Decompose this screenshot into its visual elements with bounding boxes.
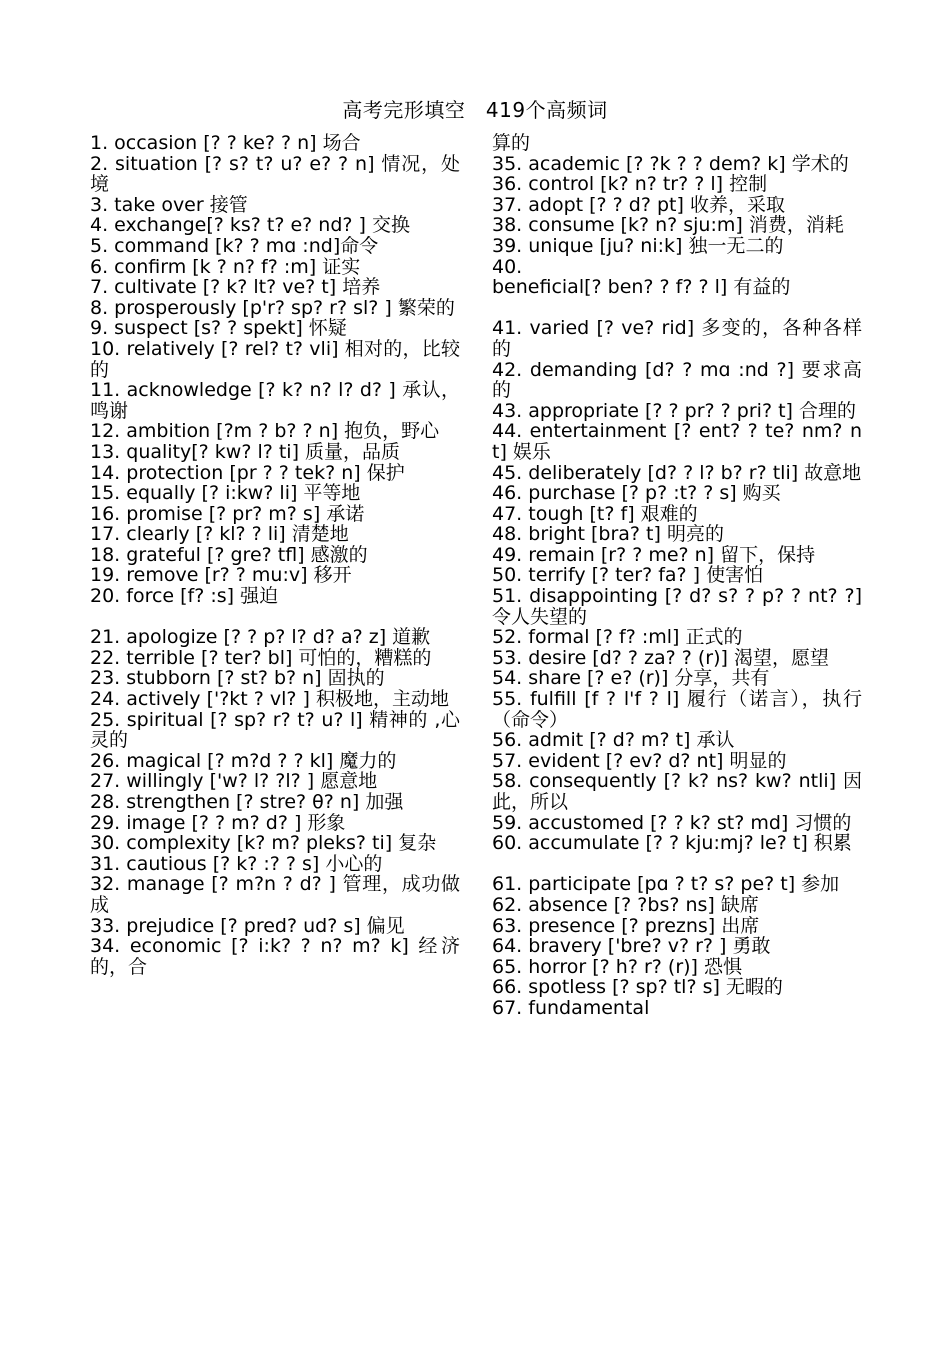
vocab-entry: 38. consume [k? n? sju:m] 消费，消耗 xyxy=(492,214,844,237)
vocab-entry: 23. stubborn [? st? b? n] 固执的 xyxy=(90,667,385,690)
vocab-entry: 17. clearly [? kl? ? li] 清楚地 xyxy=(90,523,349,546)
vocab-entry: 4. exchange[? ks? t? e? nd? ] 交换 xyxy=(90,214,410,237)
vocab-entry: 18. grateful [? gre? tfl] 感激的 xyxy=(90,543,368,566)
vocab-entry: 5. command [k? ? mɑ :nd]命令 xyxy=(90,234,379,257)
vocab-entry: 37. adopt [? ? d? pt] 收养，采取 xyxy=(492,193,785,216)
vocab-entry: 66. spotless [? sp? tl? s] 无暇的 xyxy=(492,976,783,999)
vocab-entry: 27. willingly ['w? l? ?l? ] 愿意地 xyxy=(90,770,378,793)
vocab-entry: 44. entertainment [? ent? ? te? nm? nt] 娱乐 xyxy=(492,420,862,463)
vocab-entry: 58. consequently [? k? ns? kw? ntli] 因此，所以 xyxy=(492,770,862,813)
vocab-entry: 67. fundamental xyxy=(492,996,650,1019)
vocab-entry: 61. participate [pɑ ? t? s? pe? t] 参加 xyxy=(492,873,840,896)
vocab-entry: 3. take over 接管 xyxy=(90,193,248,216)
vocab-entry: 12. ambition [?m ? b? ? n] 抱负，野心 xyxy=(90,420,440,443)
vocab-entry: 35. academic [? ?k ? ? dem? k] 学术的 xyxy=(492,152,849,175)
vocab-entry: 25. spiritual [? sp? r? t? u? l] 精神的 ,心灵的 xyxy=(90,708,460,752)
vocab-entry: 47. tough [t? f] 艰难的 xyxy=(492,502,698,525)
vocab-entry: 1. occasion [? ? ke? ? n] 场合 xyxy=(90,132,361,154)
vocab-entry: 40. xyxy=(492,255,523,278)
vocab-entry: 21. apologize [? ? p? l? d? a? z] 道歉 xyxy=(90,626,431,649)
vocab-entry: 56. admit [? d? m? t] 承认 xyxy=(492,729,735,752)
vocab-entry: 36. control [k? n? tr? ? l] 控制 xyxy=(492,173,768,196)
vocab-entry: 60. accumulate [? ? kju:mj? le? t] 积累 xyxy=(492,832,852,855)
vocab-entry: 33. prejudice [? pred? ud? s] 偏见 xyxy=(90,914,405,937)
vocab-entry: 45. deliberately [d? ? l? b? r? tli] 故意地 xyxy=(492,461,862,484)
vocab-entry: 59. accustomed [? ? k? st? md] 习惯的 xyxy=(492,811,852,834)
vocab-entry: 算的 xyxy=(492,132,531,154)
vocab-entry: 9. suspect [s? ? spekt] 怀疑 xyxy=(90,317,347,340)
vocab-entry: 19. remove [r? ? mu:v] 移开 xyxy=(90,564,352,587)
document-title: 高考完形填空 419个高频词 xyxy=(342,98,608,122)
vocab-entry: 62. absence [? ?bs? ns] 缺席 xyxy=(492,893,759,916)
vocab-entry: 31. cautious [? k? :? ? s] 小心的 xyxy=(90,852,383,875)
vocab-entry: 29. image [? ? m? d? ] 形象 xyxy=(90,811,346,834)
vocab-entry: 30. complexity [k? m? pleks? ti] 复杂 xyxy=(90,832,437,855)
vocab-entry: 14. protection [pr ? ? tek? n] 保护 xyxy=(90,461,405,484)
vocab-entry: 42. demanding [d? ? mɑ :nd ?] 要求高的 xyxy=(492,358,862,402)
vocab-entry: 48. bright [bra? t] 明亮的 xyxy=(492,523,724,546)
entry-gap xyxy=(492,298,862,319)
vocab-entry: 20. force [f? :s] 强迫 xyxy=(90,585,279,608)
vocab-entry: 65. horror [? h? r? (r)] 恐惧 xyxy=(492,955,742,978)
vocab-entry: 46. purchase [? p? :t? ? s] 购买 xyxy=(492,482,781,505)
vocab-entry: 11. acknowledge [? k? n? l? d? ] 承认，鸣谢 xyxy=(90,379,460,422)
vocab-entry: 39. unique [ju? ni:k] 独一无二的 xyxy=(492,234,784,257)
vocab-entry: 41. varied [? ve? rid] 多变的，各种各样的 xyxy=(492,317,862,360)
vocab-entry: 32. manage [? m?n ? d? ] 管理，成功做成 xyxy=(90,873,460,916)
vocab-entry: 55. fulfill [f ? l'f ? l] 履行（诺言），执行（命令） xyxy=(492,688,862,731)
vocab-entry: beneficial[? ben? ? f? ? l] 有益的 xyxy=(492,276,791,299)
vocab-entry: 16. promise [? pr? m? s] 承诺 xyxy=(90,502,365,525)
vocab-entry: 63. presence [? prezns] 出席 xyxy=(492,914,760,937)
vocab-entry: 7. cultivate [? k? lt? ve? t] 培养 xyxy=(90,276,381,299)
vocab-entry: 8. prosperously [p'r? sp? r? sl? ] 繁荣的 xyxy=(90,296,455,319)
vocab-entry: 64. bravery ['bre? v? r? ] 勇敢 xyxy=(492,935,771,958)
vocab-entry: 34. economic [? i:k? ? n? m? k] 经济的，合 xyxy=(90,935,460,978)
vocab-entry: 49. remain [r? ? me? n] 留下，保持 xyxy=(492,543,816,566)
left-column xyxy=(90,133,460,977)
vocab-entry: 50. terrify [? ter? fa? ] 使害怕 xyxy=(492,564,764,587)
vocab-entry: 53. desire [d? ? za? ? (r)] 渴望，愿望 xyxy=(492,646,829,669)
vocab-entry: 57. evident [? ev? d? nt] 明显的 xyxy=(492,749,787,772)
vocab-entry: 6. confirm [k ? n? f? :m] 证实 xyxy=(90,255,361,278)
vocab-entry: 26. magical [? m?d ? ? kl] 魔力的 xyxy=(90,749,397,772)
vocab-entry: 28. strengthen [? stre? θ? n] 加强 xyxy=(90,791,404,813)
right-column xyxy=(492,133,862,1019)
vocab-entry: 24. actively ['?kt ? vl? ] 积极地，主动地 xyxy=(90,688,450,711)
entry-gap xyxy=(90,607,460,628)
vocab-entry: 51. disappointing [? d? s? ? p? ? nt? ?] 令人失望的 xyxy=(492,585,862,628)
vocab-entry: 22. terrible [? ter? bl] 可怕的，糟糕的 xyxy=(90,646,432,669)
entry-gap xyxy=(492,854,862,875)
vocab-entry: 2. situation [? s? t? u? e? ? n] 情况，处境 xyxy=(90,152,460,196)
vocab-entry: 15. equally [? i:kw? li] 平等地 xyxy=(90,482,361,505)
vocab-entry: 54. share [? e? (r)] 分享，共有 xyxy=(492,667,770,690)
vocab-entry: 52. formal [? f? :ml] 正式的 xyxy=(492,626,743,649)
vocab-entry: 13. quality[? kw? l? ti] 质量，品质 xyxy=(90,440,401,463)
vocab-entry: 43. appropriate [? ? pr? ? pri? t] 合理的 xyxy=(492,399,856,422)
vocab-entry: 10. relatively [? rel? t? vli] 相对的，比较的 xyxy=(90,337,460,381)
